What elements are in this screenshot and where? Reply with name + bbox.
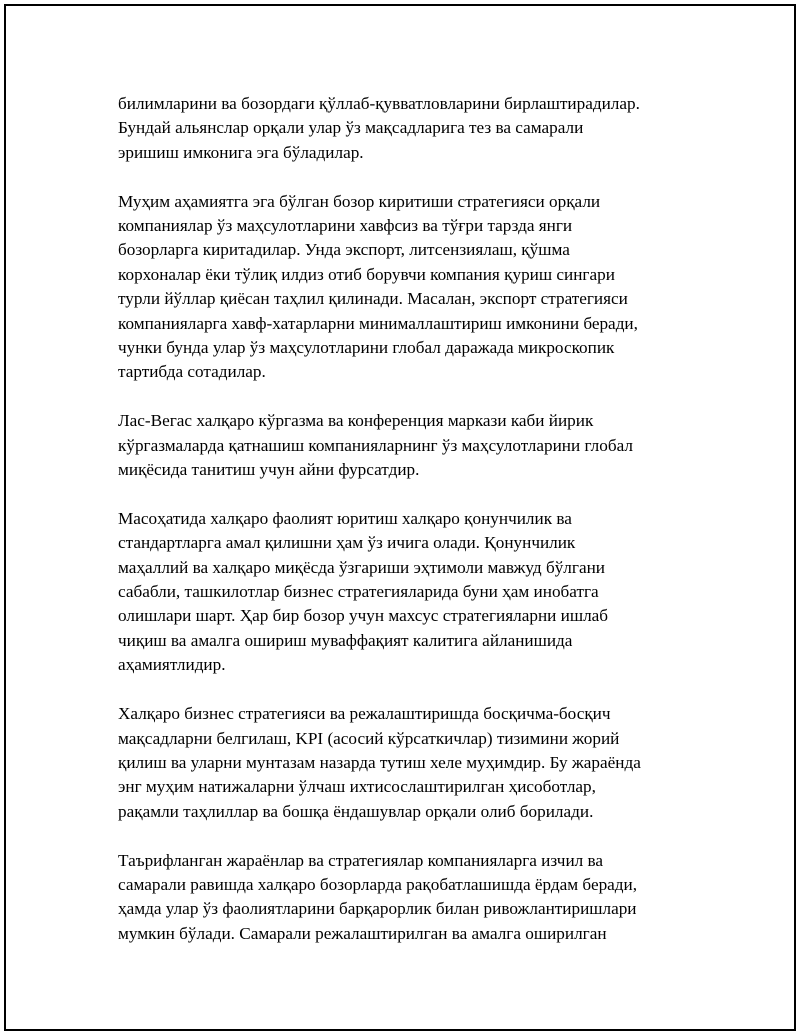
paragraph-kpi: Халқаро бизнес стратегияси ва режалаштиришда босқичма-босқич мақсадларни белгилаш, KPI (асосий кўрсаткичлар) тизимини жорий қилиш ва уларни мунтазам назарда тутиш хеле муҳимдир. Бу жараёнда энг муҳим натижаларни ўлчаш ихтисослаштирилган ҳисоботлар, рақамли таҳлиллар ва бошқа ёндашувлар орқали олиб борилади. — [118, 704, 641, 821]
paragraph-alliances: билимларини ва бозордаги қўллаб-қувватловларини бирлаштирадилар. Бундай альянслар орқали улар ўз мақсадларига тез ва самарали эришиш имконига эга бўладилар. — [118, 94, 640, 162]
document-body — [118, 92, 690, 946]
paragraph-legislation: Масоҳатида халқаро фаолият юритиш халқаро қонунчилик ва стандартларга амал қилишни ҳам ўз ичига олади. Қонунчилик маҳаллий ва халқаро миқёсда ўзгариши эҳтимоли мавжуд бўлгани сабабли, ташкилотлар бизнес стратегияларида буни ҳам инобатга олишлари шарт. Ҳар бир бозор учун махсус стратегияларни ишлаб чиқиш ва амалга ошириш муваффақият калитига айланишида аҳамиятлидир. — [118, 508, 609, 675]
paragraph-market-entry: Муҳим аҳамиятга эга бўлган бозор киритиши стратегияси орқали компаниялар ўз маҳсулотларини хавфсиз ва тўғри тарзда янги бозорларга киритадилар. Унда экспорт, литсензиялаш, қўшма корхоналар ёки тўлиқ илдиз отиб борувчи компания қуриш сингари турли йўллар қиёсан таҳлил қилинади. Масалан, экспорт стратегияси компанияларга хавф-хатарларни минималлаштириш имконини беради, чунки бунда улар ўз маҳсулотларини глобал даражада микроскопик тартибда сотадилар. — [118, 191, 638, 382]
paragraph-conclusion: Таърифланган жараёнлар ва стратегиялар компанияларга изчил ва самарали равишда халқаро бозорларда рақобатлашишда ёрдам беради, ҳамда улар ўз фаолиятларини барқарорлик билан ривожлантиришлари мумкин бўлади. Самарали режалаштирилган ва амалга оширилган — [118, 850, 638, 943]
paragraph-exhibitions: Лас-Вегас халқаро кўргазма ва конференция маркази каби йирик кўргазмаларда қатнашиш компанияларнинг ўз маҳсулотларини глобал миқёсида танитиш учун айни фурсатдир. — [118, 411, 633, 480]
